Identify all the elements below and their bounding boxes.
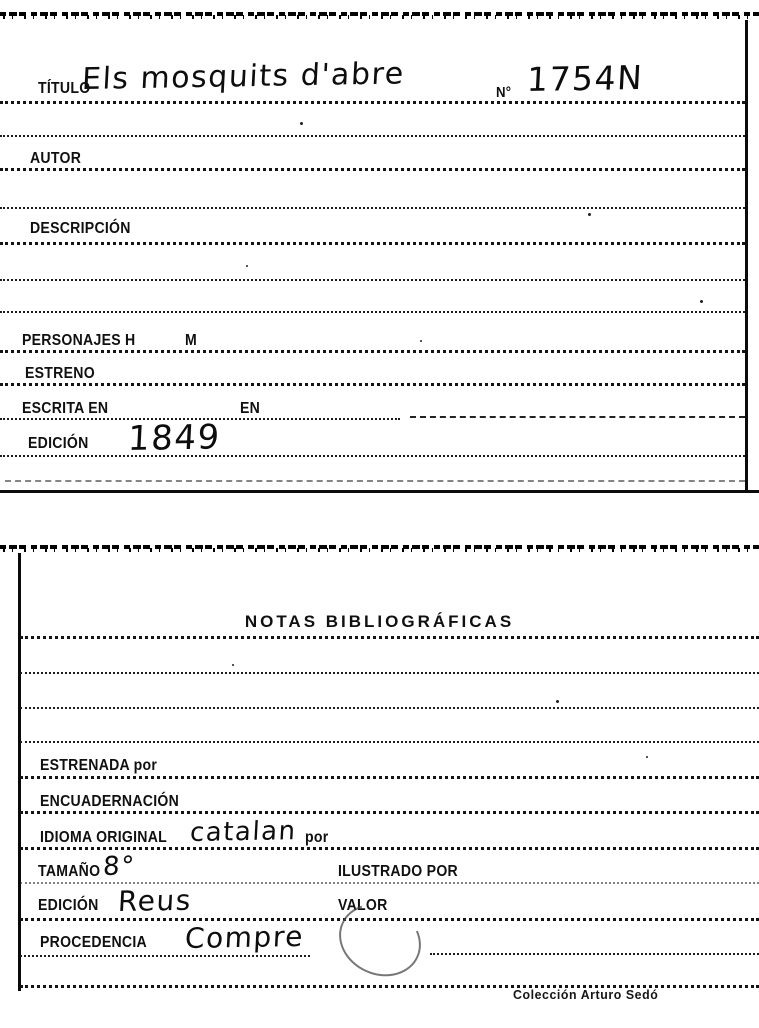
ruled-line <box>410 416 745 418</box>
autor-label: AUTOR <box>30 150 82 167</box>
personajes-m-label: M <box>185 332 198 349</box>
ruled-line <box>20 882 759 884</box>
ruled-line <box>0 350 745 353</box>
ruled-line <box>0 242 745 245</box>
notas-bibliograficas-header: NOTAS BIBLIOGRÁFICAS <box>244 612 515 631</box>
ruled-line <box>20 636 759 639</box>
scan-speck <box>556 700 559 703</box>
ruled-line <box>0 101 745 104</box>
card1-bottom-edge <box>0 490 759 493</box>
ruled-line <box>20 776 759 779</box>
card1-right-border <box>745 20 748 492</box>
ruled-line <box>0 207 745 209</box>
scan-speck <box>700 300 703 303</box>
tamano-label: TAMAÑO <box>38 863 101 880</box>
scan-speck <box>232 664 234 666</box>
torn-edge-card2 <box>0 545 759 552</box>
idioma-original-label: IDIOMA ORIGINAL <box>40 829 168 846</box>
titulo-label: TÍTULO <box>38 80 91 97</box>
ruled-line <box>20 707 759 709</box>
valor-label: VALOR <box>338 897 388 914</box>
scan-speck <box>646 756 648 758</box>
procedencia-label: PROCEDENCIA <box>40 934 147 951</box>
ilustrado-por-label: ILUSTRADO POR <box>338 863 458 880</box>
edicion-value-handwritten: 1849 <box>126 417 222 459</box>
scan-speck <box>246 265 248 267</box>
ruled-line <box>0 383 745 386</box>
idioma-value-handwritten: catalan <box>189 816 298 848</box>
collection-credit: Colección Arturo Sedó <box>513 987 659 1002</box>
ruled-line <box>20 741 759 743</box>
ruled-line <box>20 811 759 814</box>
scan-speck <box>588 213 591 216</box>
scan-speck <box>300 122 303 125</box>
scan-speck <box>420 340 422 342</box>
edicion2-value-handwritten: Reus <box>117 883 193 918</box>
tamano-value-handwritten: 8° <box>102 851 137 882</box>
titulo-value-handwritten: Els mosquits d'abre <box>81 56 406 97</box>
procedencia-value-handwritten: Compre <box>184 919 305 955</box>
encuadernacion-label: ENCUADERNACIÓN <box>40 793 180 810</box>
en-label: EN <box>240 400 261 417</box>
estreno-label: ESTRENO <box>25 365 95 382</box>
personajes-label: PERSONAJES H <box>22 332 136 349</box>
ruled-line <box>430 953 759 955</box>
edicion2-label: EDICIÓN <box>38 897 99 914</box>
ruled-line <box>0 168 745 171</box>
numero-value-handwritten: 1754N <box>525 57 645 99</box>
ruled-line <box>20 672 759 674</box>
ruled-line <box>5 480 745 482</box>
ruled-line <box>0 455 745 457</box>
estrenada-label: ESTRENADA por <box>40 757 158 774</box>
numero-label: N° <box>496 84 512 101</box>
ruled-line <box>0 279 745 281</box>
descripcion-label: DESCRIPCIÓN <box>30 220 131 237</box>
torn-edge-top <box>0 12 759 19</box>
ruled-line <box>0 311 745 313</box>
ruled-line <box>0 135 745 137</box>
escrita-en-label: ESCRITA EN <box>22 400 109 417</box>
por-label: por <box>305 829 329 846</box>
ruled-line <box>20 847 759 850</box>
ruled-line <box>20 955 310 957</box>
edicion-label: EDICIÓN <box>28 435 89 452</box>
